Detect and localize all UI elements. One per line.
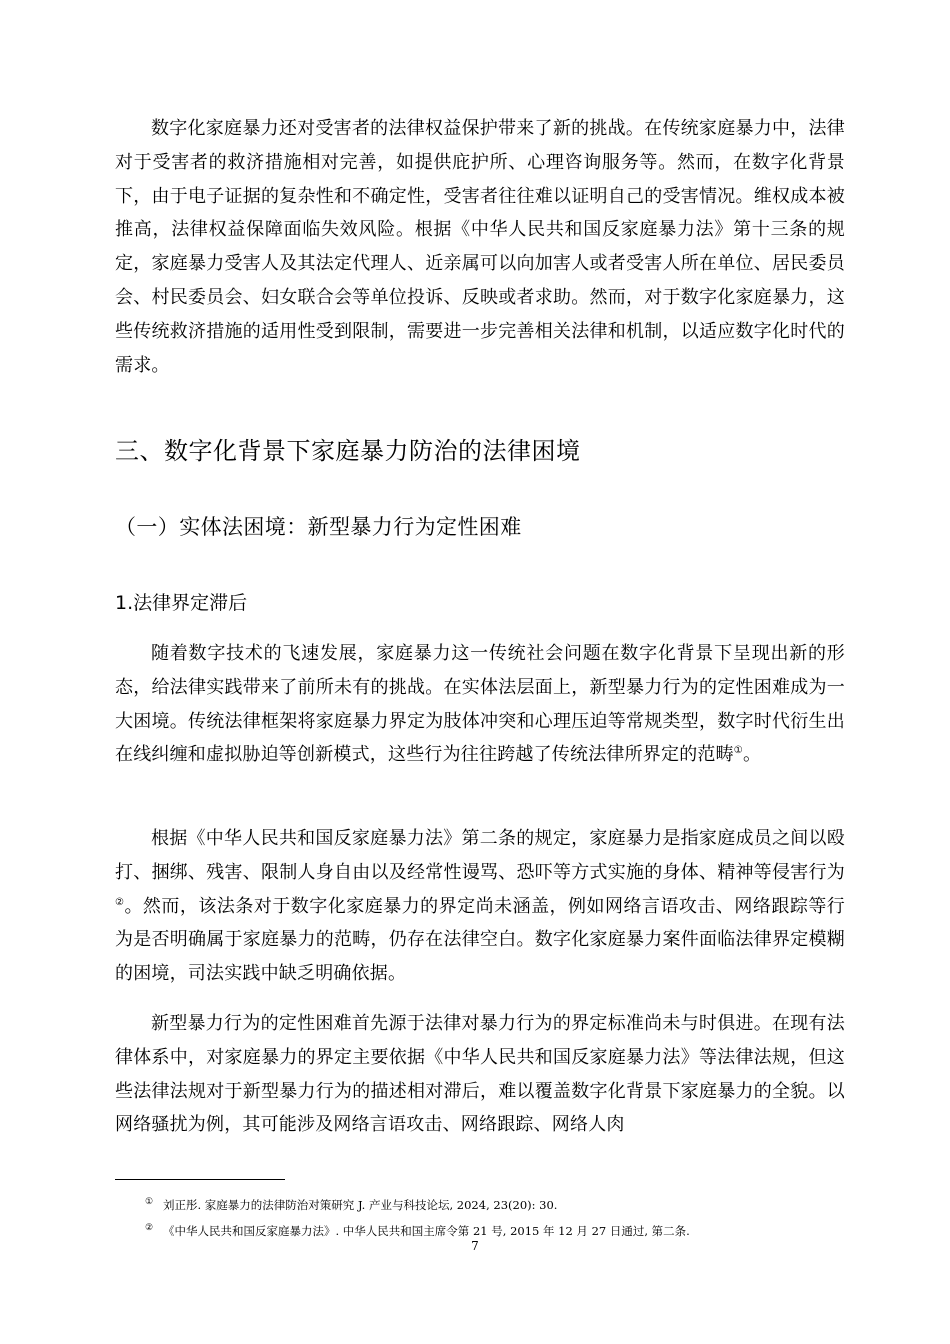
footnote-2: ② 《中华人民共和国反家庭暴力法》. 中华人民共和国主席令第 21 号, 2015 年 12 月 27 日通过, 第二条.	[145, 1223, 690, 1238]
paragraph-new-violence-classification: 新型暴力行为的定性困难首先源于法律对暴力行为的界定标准尚未与时俱进。在现有法律体系中，对家庭暴力的界定主要依据《中华人民共和国反家庭暴力法》等法律法规，但这些法律法规对于新型暴力行为的描述相对滞后，难以覆盖数字化背景下家庭暴力的全貌。以网络骚扰为例，其可能涉及网络言语攻击、网络跟踪、网络人肉	[115, 1013, 845, 1136]
paragraph-anti-dv-law-article-2: 根据《中华人民共和国反家庭暴力法》第二条的规定，家庭暴力是指家庭成员之间以殴打、捆绑、残害、限制人身自由以及经常性谩骂、恐吓等方式实施的身体、精神等侵害行为②。然而，该法条对于数字化家庭暴力的界定尚未涵盖，例如网络言语攻击、网络跟踪等行为是否明确属于家庭暴力的范畴，仍存在法律空白。数字化家庭暴力案件面临法律界定模糊的困境，司法实践中缺乏明确依据。	[115, 828, 845, 985]
footnote-separator	[115, 1179, 285, 1180]
footnote-ref-2[interactable]: ②	[115, 896, 125, 908]
subsubsection-title: 1.法律界定滞后	[115, 592, 248, 614]
footnote-text-2: 《中华人民共和国反家庭暴力法》. 中华人民共和国主席令第 21 号, 2015 年 12 月 27 日通过, 第二条.	[163, 1224, 690, 1238]
page-number: 7	[471, 1239, 479, 1253]
subsection-title: （一）实体法困境：新型暴力行为定性困难	[115, 515, 522, 539]
footnote-ref-1[interactable]: ①	[733, 745, 743, 757]
section-title: 三、数字化背景下家庭暴力防治的法律困境	[115, 437, 581, 465]
footnote-text-1: 刘正彤. 家庭暴力的法律防治对策研究 J. 产业与科技论坛, 2024, 23(20): 30.	[163, 1198, 558, 1212]
paragraph-digital-rights-protection: 数字化家庭暴力还对受害者的法律权益保护带来了新的挑战。在传统家庭暴力中，法律对于受害者的救济措施相对完善，如提供庇护所、心理咨询服务等。然而，在数字化背景下，由于电子证据的复杂性和不确定性，受害者往往难以证明自己的受害情况。维权成本被推高，法律权益保障面临失效风险。根据《中华人民共和国反家庭暴力法》第十三条的规定，家庭暴力受害人及其法定代理人、近亲属可以向加害人或者受害人所在单位、居民委员会、村民委员会、妇女联合会等单位投诉、反映或者求助。然而，对于数字化家庭暴力，这些传统救济措施的适用性受到限制，需要进一步完善相关法律和机制，以适应数字化时代的需求。	[115, 118, 845, 376]
footnote-1: ① 刘正彤. 家庭暴力的法律防治对策研究 J. 产业与科技论坛, 2024, 23(20): 30.	[145, 1197, 558, 1212]
paragraph-legal-definition-lag: 随着数字技术的飞速发展，家庭暴力这一传统社会问题在数字化背景下呈现出新的形态，给法律实践带来了前所未有的挑战。在实体法层面上，新型暴力行为的定性困难成为一大困境。传统法律框架将家庭暴力界定为肢体冲突和心理压迫等常规类型，数字时代衍生出在线纠缠和虚拟胁迫等创新模式，这些行为往往跨越了传统法律所界定的范畴①。	[115, 643, 845, 766]
